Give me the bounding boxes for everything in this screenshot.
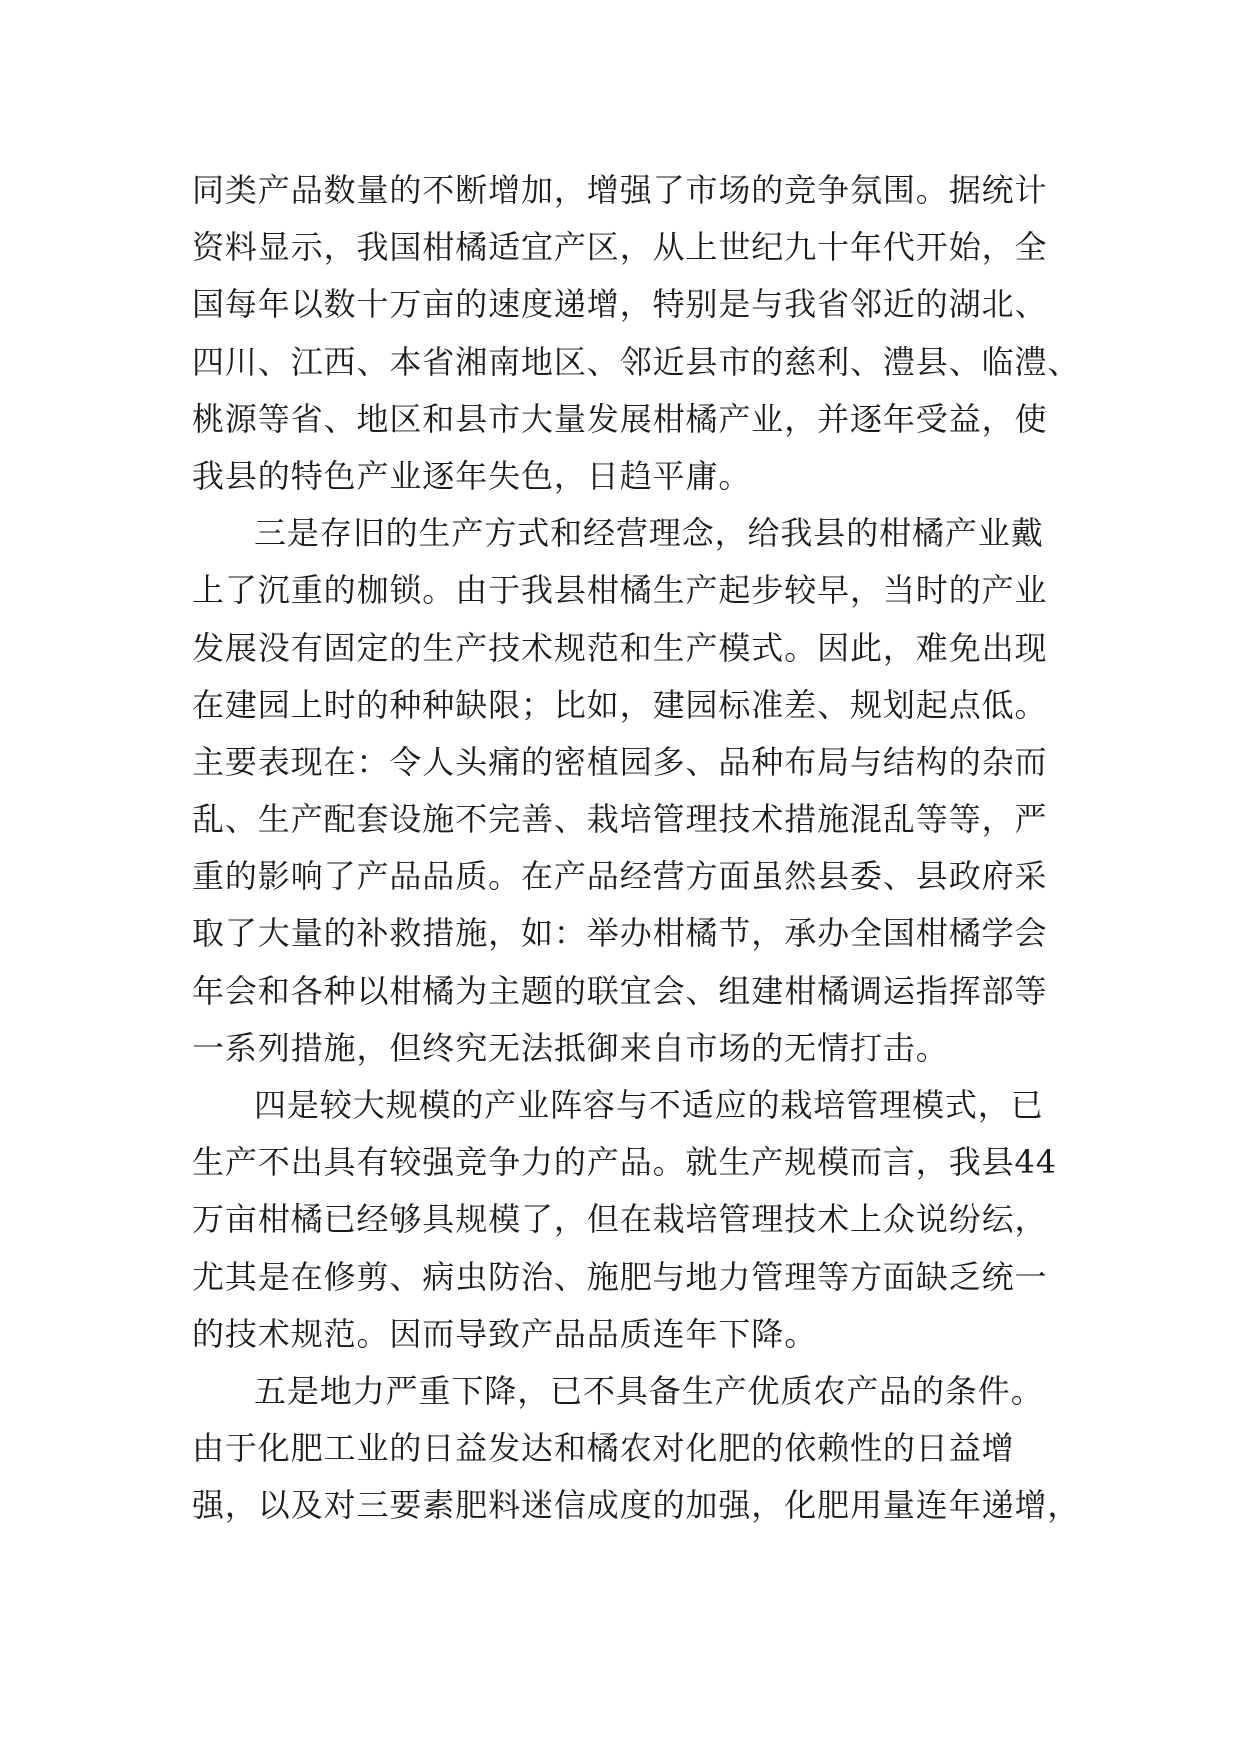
text-line: 乱、生产配套设施不完善、栽培管理技术措施混乱等等，严 xyxy=(192,800,1048,839)
text-line: 一系列措施，但终究无法抵御来自市场的无情打击。 xyxy=(192,1028,949,1067)
text-line: 主要表现在：令人头痛的密植园多、品种布局与结构的杂而 xyxy=(192,742,1048,781)
text-line: 上了沉重的枷锁。由于我县柑橘生产起步较早，当时的产业 xyxy=(192,571,1048,610)
text-line: 我县的特色产业逐年失色，日趋平庸。 xyxy=(192,456,752,495)
text-line: 由于化肥工业的日益发达和橘农对化肥的依赖性的日益增 xyxy=(192,1429,1015,1468)
paragraph-start-line: 四是较大规模的产业阵容与不适应的栽培管理模式，已 xyxy=(254,1086,1044,1124)
text-line: 四川、江西、本省湘南地区、邻近县市的慈利、澧县、临澧、 xyxy=(192,342,1081,381)
body-text xyxy=(192,162,1082,1535)
paragraph-start-line: 五是地力严重下降，已不具备生产优质农产品的条件。 xyxy=(254,1371,1044,1410)
text-line: 强，以及对三要素肥料迷信成度的加强，化肥用量连年递增， xyxy=(192,1486,1081,1525)
paragraph-start-line: 三是存旧的生产方式和经营理念，给我县的柑橘产业戴 xyxy=(254,514,1044,553)
text-line: 万亩柑橘已经够具规模了，但在栽培管理技术上众说纷纭， xyxy=(192,1200,1048,1239)
text-line: 生产不出具有较强竞争力的产品。就生产规模而言，我县44 xyxy=(192,1143,1058,1182)
text-line: 发展没有固定的生产技术规范和生产模式。因此，难免出现 xyxy=(192,628,1048,667)
text-line: 年会和各种以柑橘为主题的联宜会、组建柑橘调运指挥部等 xyxy=(192,971,1048,1010)
text-line: 同类产品数量的不断增加，增强了市场的竞争氛围。据统计 xyxy=(192,171,1048,209)
text-line: 的技术规范。因而导致产品品质连年下降。 xyxy=(192,1314,818,1353)
text-line: 尤其是在修剪、病虫防治、施肥与地力管理等方面缺乏统一 xyxy=(192,1257,1048,1296)
text-line: 国每年以数十万亩的速度递增，特别是与我省邻近的湖北、 xyxy=(192,285,1048,324)
text-line: 资料显示，我国柑橘适宜产区，从上世纪九十年代开始，全 xyxy=(192,228,1048,267)
text-line: 在建园上时的种种缺限；比如，建园标准差、规划起点低。 xyxy=(192,685,1048,724)
text-line: 桃源等省、地区和县市大量发展柑橘产业，并逐年受益，使 xyxy=(192,399,1048,438)
text-line: 重的影响了产品品质。在产品经营方面虽然县委、县政府采 xyxy=(192,857,1048,896)
text-line: 取了大量的补救措施，如：举办柑橘节，承办全国柑橘学会 xyxy=(192,914,1048,953)
